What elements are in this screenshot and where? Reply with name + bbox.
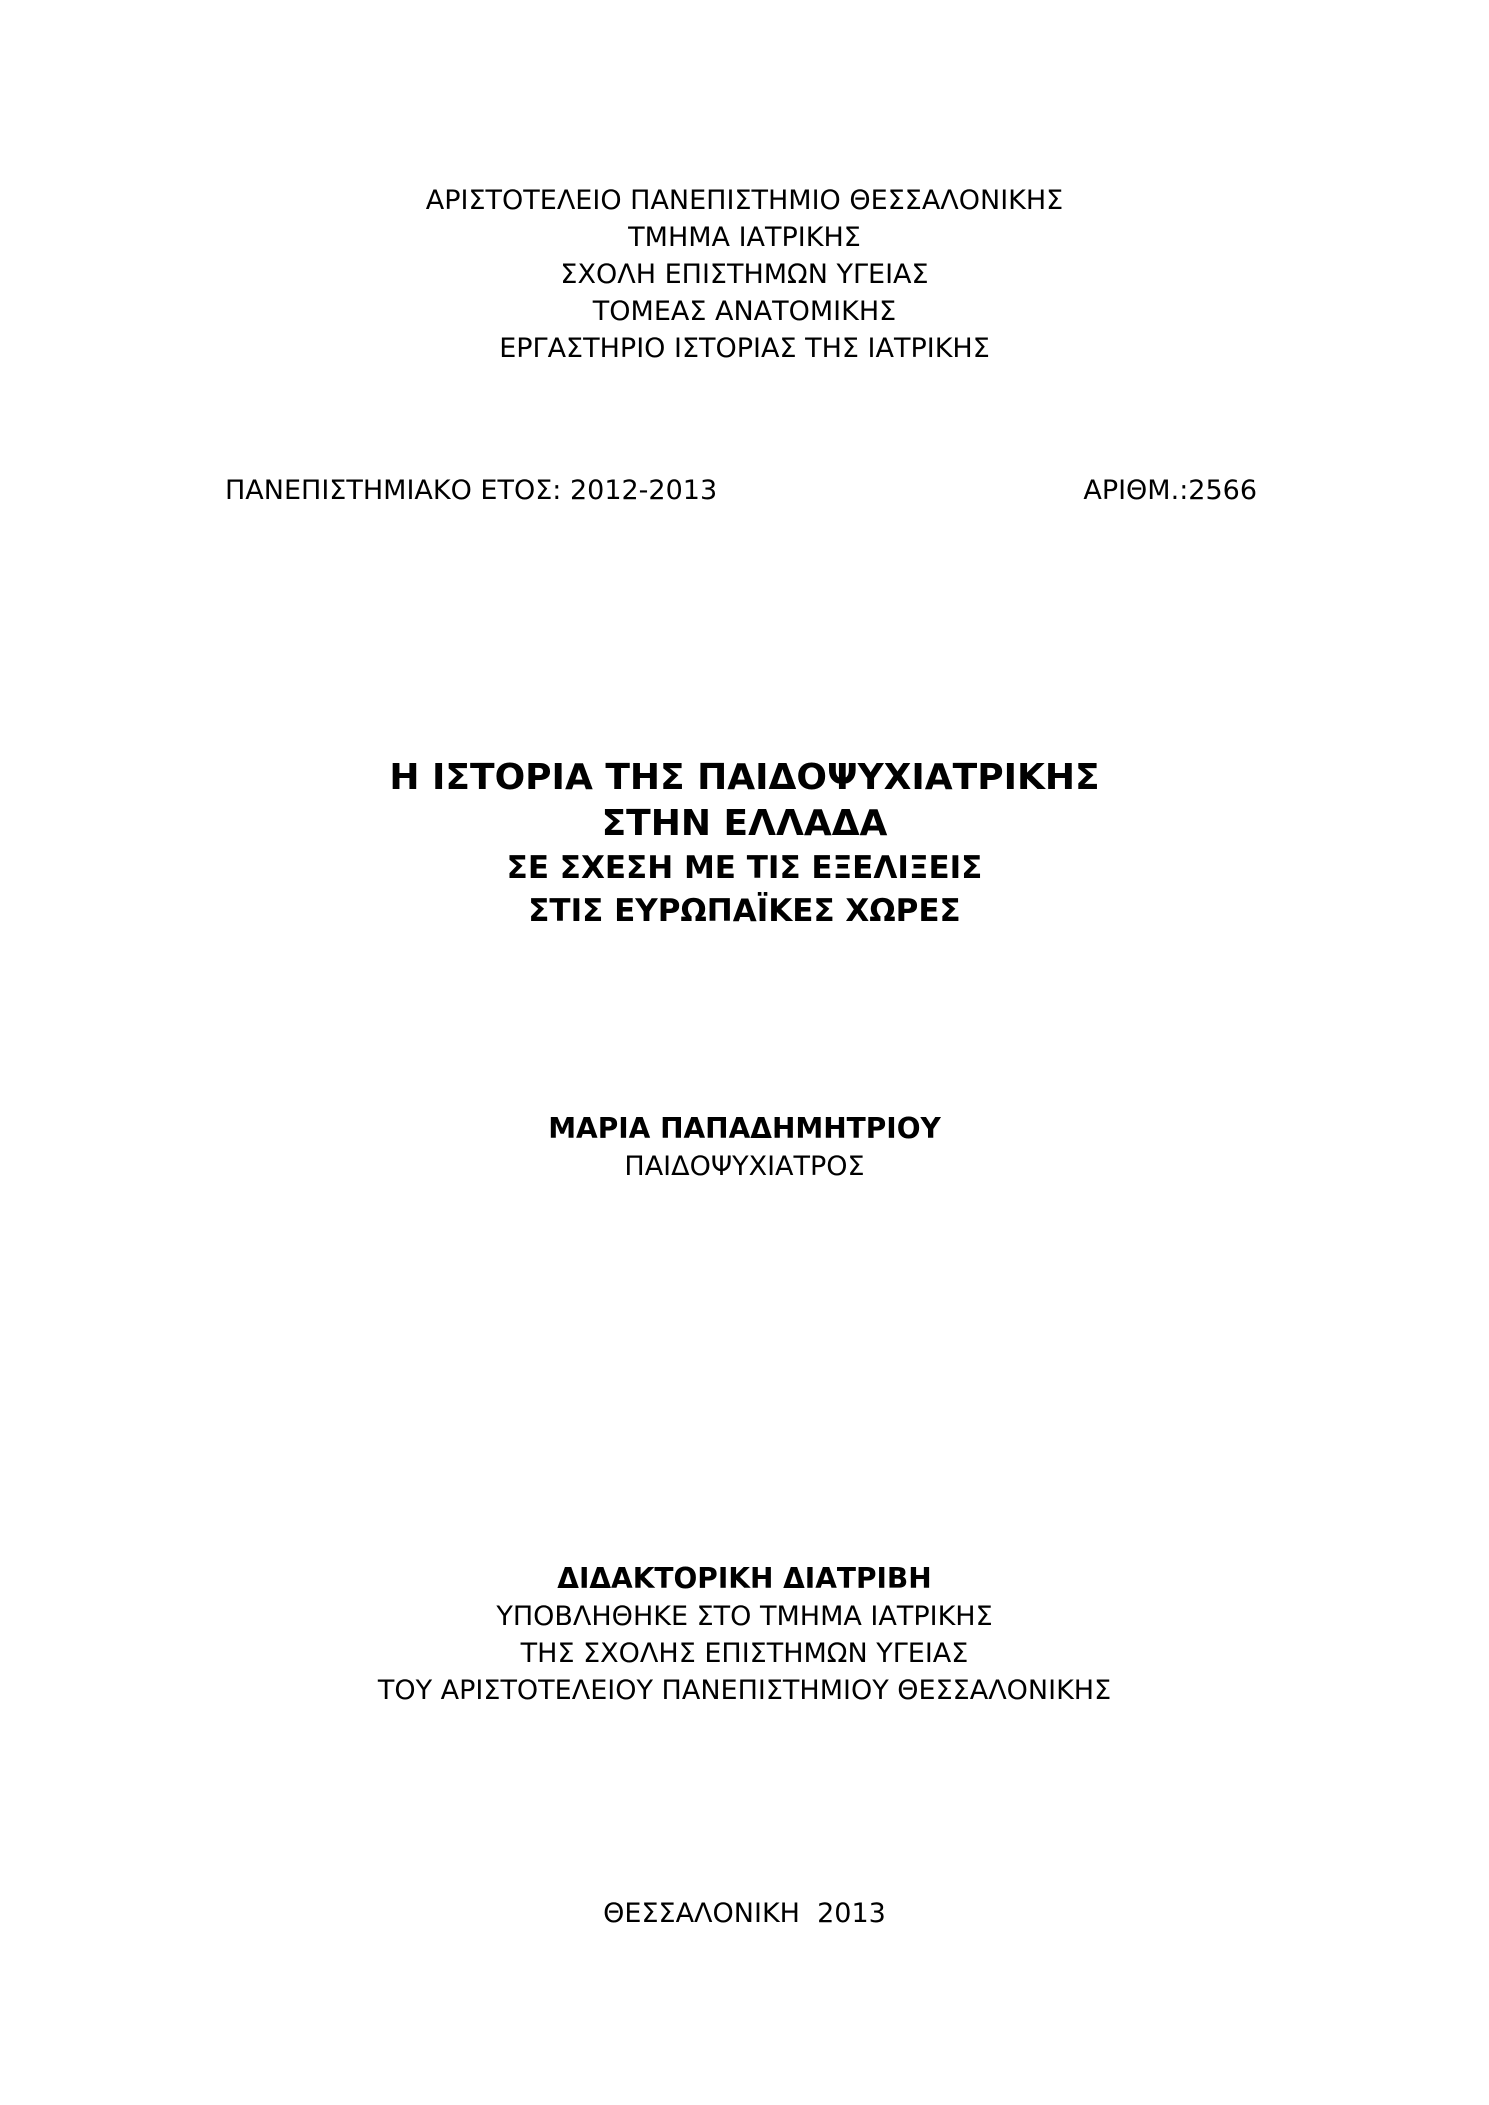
- submission-line-3: ΤΟΥ ΑΡΙΣΤΟΤΕΛΕΙΟΥ ΠΑΝΕΠΙΣΤΗΜΙΟΥ ΘΕΣΣΑΛΟΝΙΚΗΣ: [377, 1675, 1112, 1706]
- author-role: ΠΑΙΔΟΨΥΧΙΑΤΡΟΣ: [624, 1151, 865, 1182]
- author-block: [0, 1110, 1489, 1185]
- institution-header: [0, 182, 1489, 367]
- subtitle-line-2: ΣΤΙΣ ΕΥΡΩΠΑΪΚΕΣ ΧΩΡΕΣ: [528, 893, 961, 929]
- sector-name: ΤΟΜΕΑΣ ΑΝΑΤΟΜΙΚΗΣ: [592, 296, 897, 327]
- university-name: ΑΡΙΣΤΟΤΕΛΕΙΟ ΠΑΝΕΠΙΣΤΗΜΙΟ ΘΕΣΣΑΛΟΝΙΚΗΣ: [425, 185, 1064, 216]
- submission-line-2: ΤΗΣ ΣΧΟΛΗΣ ΕΠΙΣΤΗΜΩΝ ΥΓΕΙΑΣ: [520, 1638, 969, 1669]
- thesis-info: [0, 1560, 1489, 1709]
- department-name: ΤΜΗΜΑ ΙΑΤΡΙΚΗΣ: [628, 222, 861, 253]
- title-line-1: Η ΙΣΤΟΡΙΑ ΤΗΣ ΠΑΙΔΟΨΥΧΙΑΤΡΙΚΗΣ: [389, 757, 1100, 798]
- thesis-number: ΑΡΙΘΜ.:2566: [1083, 475, 1257, 506]
- academic-year: ΠΑΝΕΠΙΣΤΗΜΙΑΚΟ ΕΤΟΣ: 2012-2013: [225, 475, 718, 506]
- laboratory-name: ΕΡΓΑΣΤΗΡΙΟ ΙΣΤΟΡΙΑΣ ΤΗΣ ΙΑΤΡΙΚΗΣ: [499, 333, 990, 364]
- subtitle-line-1: ΣΕ ΣΧΕΣΗ ΜΕ ΤΙΣ ΕΞΕΛΙΞΕΙΣ: [506, 850, 983, 886]
- place-date: [0, 1895, 1489, 1932]
- thesis-title: [0, 755, 1489, 933]
- submission-line-1: ΥΠΟΒΛΗΘΗΚΕ ΣΤΟ ΤΜΗΜΑ ΙΑΤΡΙΚΗΣ: [496, 1601, 993, 1632]
- school-name: ΣΧΟΛΗ ΕΠΙΣΤΗΜΩΝ ΥΓΕΙΑΣ: [560, 259, 929, 290]
- thesis-type: ΔΙΔΑΚΤΟΡΙΚΗ ΔΙΑΤΡΙΒΗ: [557, 1562, 932, 1595]
- title-line-2: ΣΤΗΝ ΕΛΛΑΔΑ: [601, 803, 888, 844]
- place-and-year: ΘΕΣΣΑΛΟΝΙΚΗ 2013: [603, 1898, 886, 1929]
- author-name: ΜΑΡΙΑ ΠΑΠΑΔΗΜΗΤΡΙΟΥ: [548, 1112, 941, 1145]
